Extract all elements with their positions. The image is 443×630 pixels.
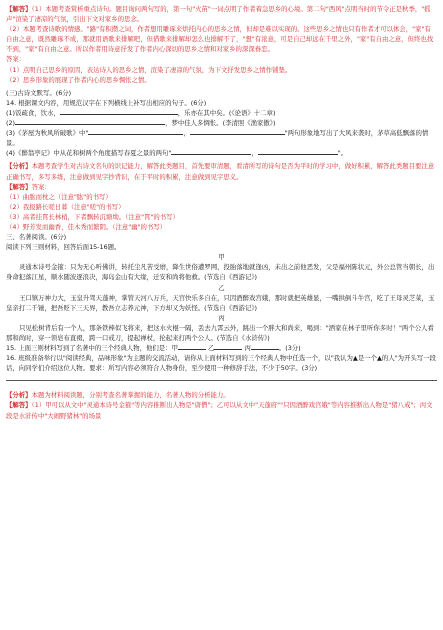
answer-blank[interactable] — [190, 128, 285, 135]
answer-14-3: （3）高者挂罥长林梢，下者飘转沉塘坳。（注意"罥"的书写） — [6, 212, 179, 221]
explanation-line-2: （2）本题考查诗歌的情感。"路"有积攒之词，作者想用雕琢来烘托内心的思乡之情，但却是难以实现的。这些思乡之情也只有作者才可以体会，"家"有自由之意，既然雕琢不成，那就用语歌来排解吧，但借歌来排解却怎么也排解不了，"想"有浓意，可是自己却远在千里之外，"家"有自由之意，但终也找不到，"家"有自由之意。所以作者用诗意抒发了作者内心深切的思乡之情和对家乡的深深眷恋。 — [6, 25, 434, 54]
passage-jia: 灵通本诗号金箍：只为无心听佛讲，转托尘凡苦受磨，降生世俗遭罗网，投胎落地就逢凶，未出之前他恶发，父是福州陈状元，外公总管当朝长，出身命犯落江星，顺水随波逐浪决，海岛金山有大缘，迁安和尚将他救。(节选自《西游记》) — [6, 263, 435, 282]
question-14-item-1: (1)饭疏食，饮水， ，乐亦在其中矣。(《论语》十二章) — [6, 108, 276, 117]
answer-blank[interactable] — [214, 343, 242, 350]
answer-blank[interactable] — [258, 148, 338, 155]
question-16: 16. 班级准备举行以"阅读经典，品味形象"为主题的交流活动，请你从上面材料写到的三个经典人物中任选一个，以"我认为▲是一个▲的人"为开头写一段话，向同学们介绍这位人物。要求：所写内容必须符合人物身份，至少使用一种修辞手法，不少于50字。(3分) — [6, 354, 436, 373]
answer-blank[interactable] — [171, 148, 251, 155]
answer-2: （2）思乡形象的展现了作者内心的思乡惆怅之情。 — [6, 75, 151, 84]
answer-1: （1）点明自己思乡的原因，表达诗人的思乡之情，渲染了凄凉的气氛，为下文抒发思乡之情作铺垫。 — [6, 65, 292, 74]
explanation-block-top — [6, 4, 437, 85]
analysis-text: 【分析】本题考查学生对古诗文名句的识记能力，解答此类题目，首先要审清题，看清所写的诗句是否为平时的学习中，做好积累，解答此类题目要注意正确书写，多写多练，注意做到见字抄背识，在于平时的积累，注意做到见字思义。 — [6, 162, 435, 181]
answer-blank[interactable] — [15, 118, 165, 125]
passage-label-yi: 乙 — [218, 283, 225, 292]
explanation-line-1: 【解答】（1）本题考查赏析重点诗句。题目询问两句写的，第一句"火苗"一词点明了作者着急思乡的心境。第二句"西风"点明当时的节令正是秋季，"摇声"渲染了凄凉的气氛，引出下文对家乡的思念。 — [6, 5, 431, 24]
explanation-15-text: 【解答】（1）甲可以从文中"灵通本诗号金箍"等内容推断出人物是"唐僧"；乙可以从文中"天蓬府""只因酒醉戏宫娥"等内容推断出人物是"猪八戒"；丙文段是水浒传中"大闹野猪林"的场景 — [6, 401, 433, 420]
answer-line[interactable] — [6, 380, 437, 381]
passage-yi: 王口镇万神力大，玉皇升驾天蓬神，掌管天河八万兵，天宫快乐多自在，只因酒醉戏宫娥，那时就把英雄显，一嘴拱倒斗牛宫，吃了王母灵芝菜，玉皇亲打二千锤，把吾贬下三天界，教吾立志养元神，下方却又为妖怪。(节选自《西游记》) — [6, 293, 435, 312]
question-14-item-2: (2) ，梦中佳人多惆怅。(李清照《渔家傲》) — [6, 119, 276, 128]
answer-blank[interactable] — [251, 343, 279, 350]
section-heading-poetry: (三)古诗文默写。(6分) — [6, 88, 72, 97]
question-14-item-3: (3)《茅屋为秋风所破歌》中" ， "两句形象地写出了大风来袭时，茅草高低飘落的情景。 — [6, 129, 429, 148]
section-intro: 阅读下列三则材料，回答后面15-16题。 — [6, 243, 121, 252]
analysis-block-14 — [6, 161, 437, 232]
explanation-14-header: 【解答】答案： — [6, 182, 51, 191]
answer-14-1: （1）曲肱而枕之（注意"肱"的书写） — [6, 192, 112, 201]
answer-blank[interactable] — [60, 108, 178, 115]
answer-label: 答案： — [6, 55, 26, 64]
passage-label-bing: 丙 — [218, 313, 225, 322]
answer-blank[interactable] — [178, 343, 206, 350]
answer-14-4: （4）野芳发而幽香，佳木秀而繁阴。（注意"幽"的书写） — [6, 222, 167, 231]
question-14-stem: 14. 根据课文内容，用规范汉字在下列横线上补写出相应的句子。(6分) — [6, 98, 207, 107]
analysis-15-text: 【分析】本题为材料阅读题，分别考查名著掌握的能力，名著人物的分析能力。 — [6, 391, 230, 400]
answer-14-2: （2）我报路长嗟日暮（注意"嗟"的书写） — [6, 202, 125, 211]
question-15: 15. 上面三则材料写到了名著中的三个经典人物，他们是：甲 乙 丙 。(3分) — [6, 344, 301, 353]
answer-blank[interactable] — [88, 128, 183, 135]
analysis-block-15 — [6, 390, 437, 420]
section-heading-classics: 三、名著阅读。(6分) — [6, 233, 67, 242]
question-14-item-4: (4)《醉翁亭记》中从花和树两个角度描写春夏之景的两句" ， "。 — [6, 149, 348, 158]
passage-bing: 只见松树背后有一个人，那条铁棒似飞将来，把这水火棍一隔，丢去九霄云外，跳出一个胖大和尚来，喝到："洒家在林子里听你多时！"两个公人看那和尚时，穿一领皂布直裰，跨一口戒刀，提起禅杖，抡起来打两个公人。(节选自《水浒传》) — [6, 323, 434, 342]
passage-label-jia: 甲 — [218, 253, 225, 262]
